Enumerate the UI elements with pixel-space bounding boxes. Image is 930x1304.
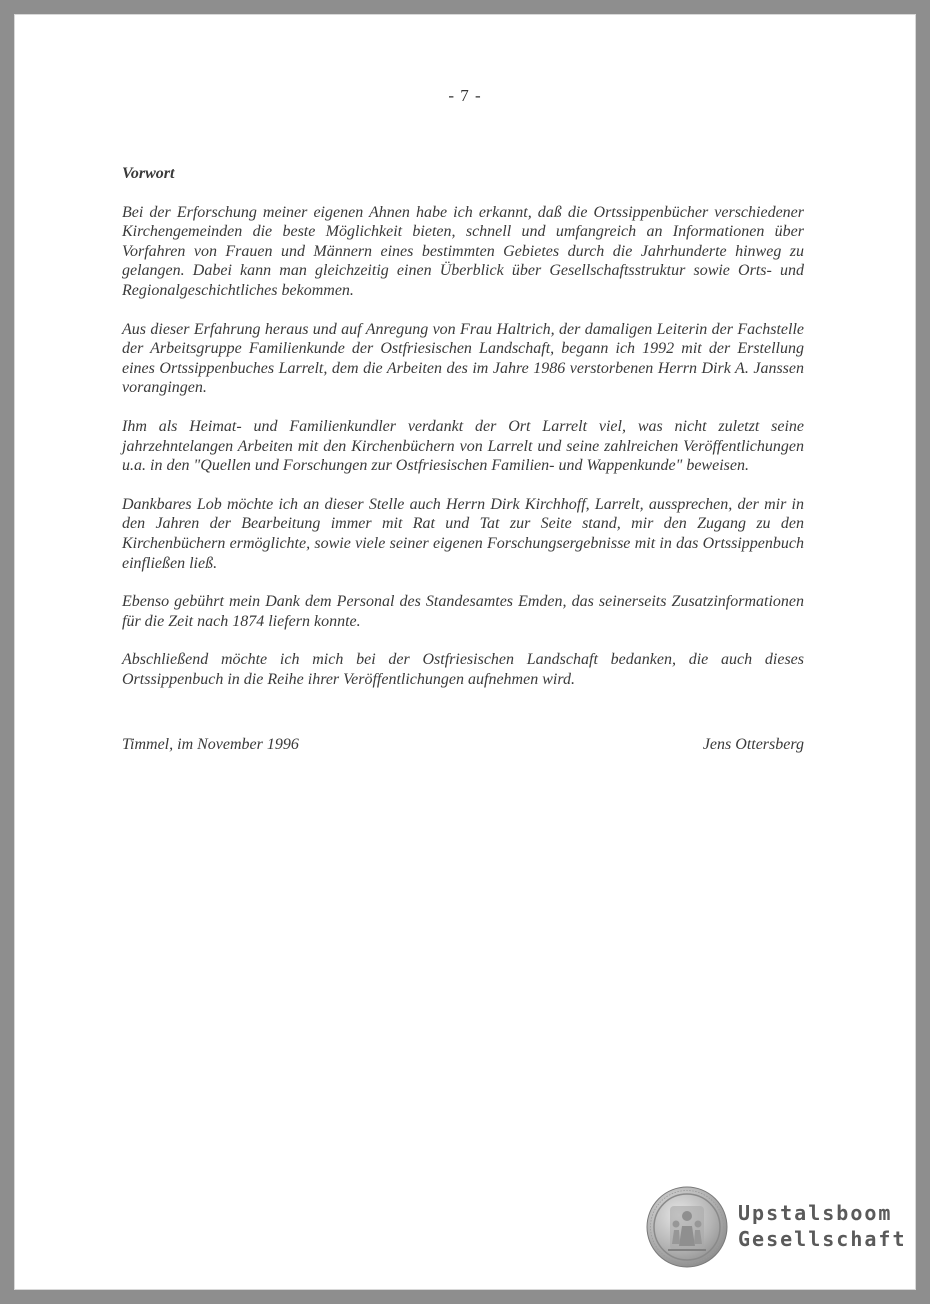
author-name: Jens Ottersberg <box>702 736 804 753</box>
signoff <box>122 736 804 754</box>
brand-logo <box>738 1200 907 1252</box>
brand-line-1: Upstalsboom <box>738 1201 893 1225</box>
paragraph: Ihm als Heimat- und Familienkundler verdankt der Ort Larrelt viel, was nicht zuletzt seine jahrzehntelangen Arbeiten mit den Kirchenbüchern von Larrelt und seine zahlreichen Veröffentlichungen u.a. in den "Quellen und Forschungen zur Ostfriesischen Familien- und Wappenkunde" beweisen. <box>122 417 804 475</box>
brand-line-2: Gesellschaft <box>738 1227 907 1251</box>
paragraph: Dankbares Lob möchte ich an dieser Stelle auch Herrn Dirk Kirchhoff, Larrelt, aussprechen, der mir in den Jahren der Bearbeitung immer mit Rat und Tat zur Seite stand, mir den Zugang zu den Kirchenbüchern ermöglichte, sowie viele seiner eigenen Forschungsergebnisse mit in das Ortssippenbuch einfließen ließ. <box>122 495 804 572</box>
paragraph: Bei der Erforschung meiner eigenen Ahnen habe ich erkannt, daß die Ortssippenbücher verschiedener Kirchengemeinden die beste Möglichkeit bieten, schnell und umfangreich an Informationen über Vorfahren von Frauen und Männern eines bestimmten Gebietes durch die Jahrhunderte hinweg zu gelangen. Dabei kann man gleichzeitig einen Überblick über Gesellschaftsstruktur sowie Orts- und Regionalgeschichtliches bekommen. <box>122 203 804 299</box>
paragraph: Abschließend möchte ich mich bei der Ostfriesischen Landschaft bedanken, die auch dieses Ortssippenbuch in die Reihe ihrer Veröffentlichungen aufnehmen wird. <box>122 651 804 688</box>
seal-icon <box>646 1186 728 1268</box>
paragraph: Ebenso gebührt mein Dank dem Personal des Standesamtes Emden, das seinerseits Zusatzinformationen für die Zeit nach 1874 liefern konnte. <box>122 593 804 630</box>
place-date: Timmel, im November 1996 <box>122 736 299 753</box>
page-number: - 7 - <box>448 86 482 105</box>
page-heading: Vorwort <box>122 165 175 182</box>
document-page <box>14 14 916 1290</box>
body-text <box>122 164 804 708</box>
paragraph: Aus dieser Erfahrung heraus und auf Anregung von Frau Haltrich, der damaligen Leiterin der Fachstelle der Arbeitsgruppe Familienkunde der Ostfriesischen Landschaft, begann ich 1992 mit der Erstellung eines Ortssippenbuches Larrelt, dem die Arbeiten des im Jahre 1986 verstorbenen Herrn Dirk A. Janssen vorangingen. <box>122 320 804 397</box>
